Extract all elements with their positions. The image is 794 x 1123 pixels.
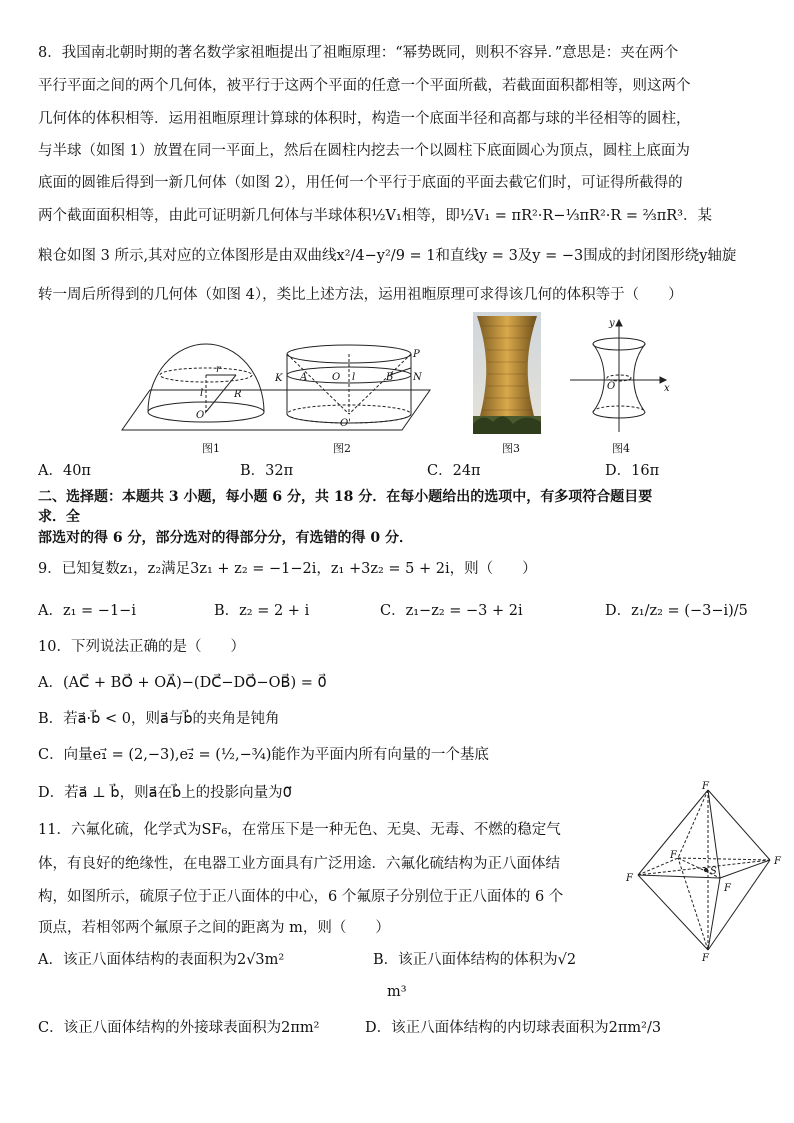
vertex-label-back: F (670, 850, 677, 861)
q8-line-1: 8．我国南北朝时期的著名数学家祖暅提出了祖暅原理：“幂势既同，则积不容异．”意思是：夹在两个 (38, 45, 679, 61)
label-N: N (413, 372, 422, 383)
section-2-header-1: 二、选择题：本题共 3 小题，每小题 6 分，共 18 分．在每小题给出的选项中，有多项符合题目要 (38, 489, 653, 505)
q8-option-b: B．32π (240, 463, 294, 479)
q8-line-6: 两个截面面积相等，由此可证明新几何体与半球体积½V₁相等，即½V₁ = πR²·R−⅓πR²·R = ⅔πR³．某 (38, 208, 712, 224)
center-label-S: S (710, 866, 717, 877)
section-2-header-3: 部选对的得 6 分，部分选对的得部分分，有选错的得 0 分． (38, 530, 413, 546)
q11-option-b: B．该正八面体结构的体积为√2 (373, 952, 577, 968)
q11-line-1: 11．六氟化硫，化学式为SF₆，在常压下是一种无色、无臭、无毒、不燃的稳定气 (38, 822, 561, 838)
q8-line-8: 转一周后所得到的几何体（如图 4），类比上述方法，运用祖暅原理可求得该几何的体积等于（ ） (38, 287, 683, 303)
label-l: l (200, 388, 204, 399)
hyperbola-right (634, 344, 645, 412)
q10-option-c: C．向量e₁⃗ = (2,−3),e₂⃗ = (½,−¾)能作为平面内所有向量的一个基底 (38, 747, 489, 763)
section-2-header-2: 求．全 (38, 509, 80, 525)
base-plane (122, 390, 430, 430)
q8-option-a: A．40π (38, 463, 91, 479)
q8-line-2: 平行平面之间的两个几何体，被平行于这两个平面的任意一个平面所截，若截面面积都相等，则这两个 (38, 78, 691, 94)
q10-option-b: B．若a⃗·b⃗ < 0，则a⃗与b⃗的夹角是钝角 (38, 711, 280, 727)
q9-option-a: A．z₁ = −1−i (38, 603, 136, 619)
hyperbola-left (593, 344, 604, 412)
q8-option-c: C．24π (427, 463, 481, 479)
q11-option-b-unit: m³ (387, 984, 407, 1000)
label-x: x (664, 383, 670, 394)
q11-line-2: 体，有良好的绝缘性，在电器工业方面具有广泛用途．六氟化硫结构为正八面体结 (38, 856, 560, 872)
q8-line-4: 与半球（如图 1）放置在同一平面上，然后在圆柱内挖去一个以圆柱下底面圆心为顶点，圆柱上底面为 (38, 143, 690, 159)
label-y: y (609, 318, 615, 329)
q9-option-d: D．z₁/z₂ = (−3−i)/5 (605, 603, 748, 619)
figure-1-2 (120, 330, 450, 435)
caption-fig2: 图2 (333, 442, 351, 455)
q11-line-4: 顶点，若相邻两个氟原子之间的距离为 m，则（ ） (38, 920, 390, 936)
label-R: R (234, 389, 242, 400)
q10-option-d: D．若a⃗ ⊥ b⃗，则a⃗在b⃗上的投影向量为0⃗ (38, 785, 292, 801)
label-r: r (216, 364, 221, 375)
label-B: B (386, 372, 394, 383)
label-P: P (413, 349, 420, 360)
q11-option-d: D．该正八面体结构的内切球表面积为2πm²/3 (365, 1020, 662, 1036)
label-A: A (300, 372, 308, 383)
label-O-origin: O (607, 381, 616, 392)
q9-stem: 9．已知复数z₁，z₂满足3z₁ + z₂ = −1−2i，z₁ +3z₂ = 5 + 2i，则（ ） (38, 561, 537, 577)
label-O1: O' (196, 410, 207, 421)
q10-stem: 10．下列说法正确的是（ ） (38, 639, 245, 655)
q9-option-b: B．z₂ = 2 + i (214, 603, 310, 619)
q11-option-a: A．该正八面体结构的表面积为2√3m² (38, 952, 285, 968)
q8-line-3: 几何体的体积相等．运用祖暅原理计算球的体积时，构造一个底面半径和高都与球的半径相等的圆柱， (38, 111, 691, 127)
label-l2: l (352, 372, 356, 383)
q8-line-7: 粮仓如图 3 所示,其对应的立体图形是由双曲线x²/4−y²/9 = 1和直线y = 3及y = −3围成的封闭图形绕y轴旋 (38, 248, 737, 264)
vertex-label-left: F (626, 873, 633, 884)
vertex-label-front: F (724, 883, 731, 894)
label-K: K (275, 373, 283, 384)
label-O: O (332, 372, 341, 383)
caption-fig1: 图1 (202, 442, 220, 455)
vertex-label-right: F (774, 856, 781, 867)
granary-photo (473, 312, 541, 434)
caption-fig3: 图3 (502, 442, 520, 455)
q8-line-5: 底面的圆锥后得到一新几何体（如图 2），用任何一个平行于底面的平面去截它们时，可证得所截得的 (38, 175, 683, 191)
q11-option-c: C．该正八面体结构的外接球表面积为2πm² (38, 1020, 320, 1036)
caption-fig4: 图4 (612, 442, 630, 455)
figure-4-hyperboloid (566, 312, 676, 437)
q10-option-a: A．(AC⃗ + BO⃗ + OA⃗)−(DC⃗−DO⃗−OB⃗) = 0⃗ (38, 675, 327, 691)
vertex-label-bottom: F (702, 953, 709, 964)
q11-line-3: 构，如图所示，硫原子位于正八面体的中心，6 个氟原子分别位于正八面体的 6 个 (38, 889, 564, 905)
q8-option-d: D．16π (605, 463, 660, 479)
octahedron-figure (620, 780, 790, 965)
q9-option-c: C．z₁−z₂ = −3 + 2i (380, 603, 523, 619)
vertex-label-top: F (702, 781, 709, 792)
label-O2: O' (340, 418, 351, 429)
